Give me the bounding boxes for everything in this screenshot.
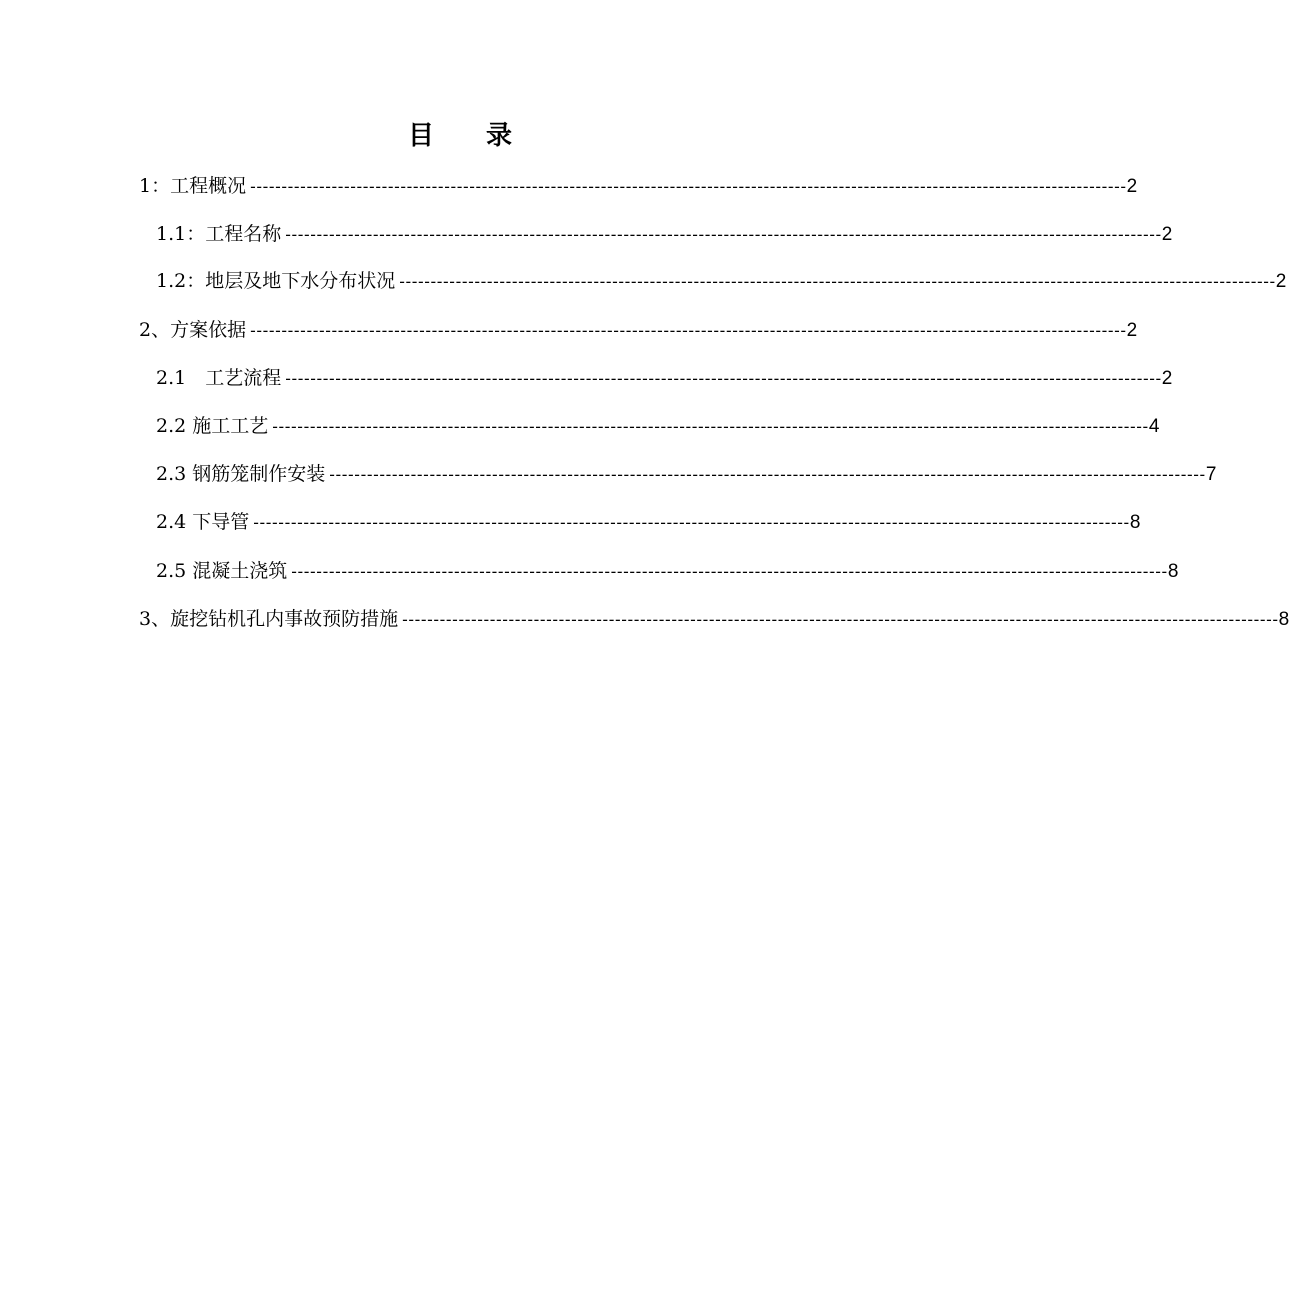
toc-page-number: 2 (1126, 320, 1138, 341)
toc-entry-2[interactable] (139, 315, 1138, 345)
toc-page-number: 2 (1126, 176, 1138, 197)
toc-entry-label: 2.4 下导管 (156, 511, 250, 533)
toc-entry-1-1[interactable] (156, 219, 1173, 249)
toc-entry-3[interactable] (139, 604, 1289, 634)
toc-entry-label: 2.5 混凝土浇筑 (156, 560, 288, 582)
toc-dot-leader: -------------------------------------------------------------------------------------------------------------------------------------------- (399, 272, 1276, 291)
toc-dot-leader: -------------------------------------------------------------------------------------------------------------------------------------------- (253, 513, 1130, 532)
toc-entry-label: 1：工程概况 (139, 175, 247, 197)
toc-entry-label: 2.2 施工工艺 (156, 415, 269, 437)
toc-entry-label: 2.3 钢筋笼制作安装 (156, 463, 326, 485)
toc-entry-label: 2.1 工艺流程 (156, 367, 282, 389)
toc-dot-leader: -------------------------------------------------------------------------------------------------------------------------------------------- (291, 562, 1168, 581)
toc-entry-1[interactable] (139, 171, 1138, 201)
toc-title (0, 116, 920, 156)
toc-dot-leader: -------------------------------------------------------------------------------------------------------------------------------------------- (285, 225, 1162, 244)
toc-dot-leader: -------------------------------------------------------------------------------------------------------------------------------------------- (250, 321, 1127, 340)
toc-dot-leader: -------------------------------------------------------------------------------------------------------------------------------------------- (272, 417, 1149, 436)
toc-entry-1-2[interactable] (156, 266, 1287, 296)
toc-entry-2-2[interactable] (156, 411, 1160, 441)
toc-title-char-2: 录 (486, 121, 513, 151)
toc-entry-2-5[interactable] (156, 556, 1179, 586)
toc-page-number: 2 (1275, 271, 1287, 292)
toc-page-number: 8 (1278, 609, 1289, 630)
toc-dot-leader: -------------------------------------------------------------------------------------------------------------------------------------------- (402, 610, 1279, 629)
toc-dot-leader: -------------------------------------------------------------------------------------------------------------------------------------------- (329, 465, 1206, 484)
toc-page-number: 8 (1167, 561, 1179, 582)
toc-dot-leader: -------------------------------------------------------------------------------------------------------------------------------------------- (285, 369, 1162, 388)
toc-page-number: 8 (1129, 512, 1141, 533)
toc-page-number: 7 (1205, 464, 1217, 485)
toc-entry-2-1[interactable] (156, 363, 1173, 393)
toc-page-number: 2 (1161, 368, 1173, 389)
toc-page-number: 2 (1161, 224, 1173, 245)
toc-entry-2-4[interactable] (156, 507, 1141, 537)
toc-dot-leader: -------------------------------------------------------------------------------------------------------------------------------------------- (250, 177, 1127, 196)
toc-entry-label: 1.2：地层及地下水分布状况 (156, 270, 396, 292)
toc-entry-label: 1.1：工程名称 (156, 223, 282, 245)
toc-page-number: 4 (1148, 416, 1160, 437)
toc-entry-2-3[interactable] (156, 459, 1217, 489)
toc-entry-label: 3、旋挖钻机孔内事故预防措施 (139, 608, 399, 630)
toc-entry-label: 2、方案依据 (139, 319, 247, 341)
toc-title-char-1: 目 (407, 121, 434, 151)
